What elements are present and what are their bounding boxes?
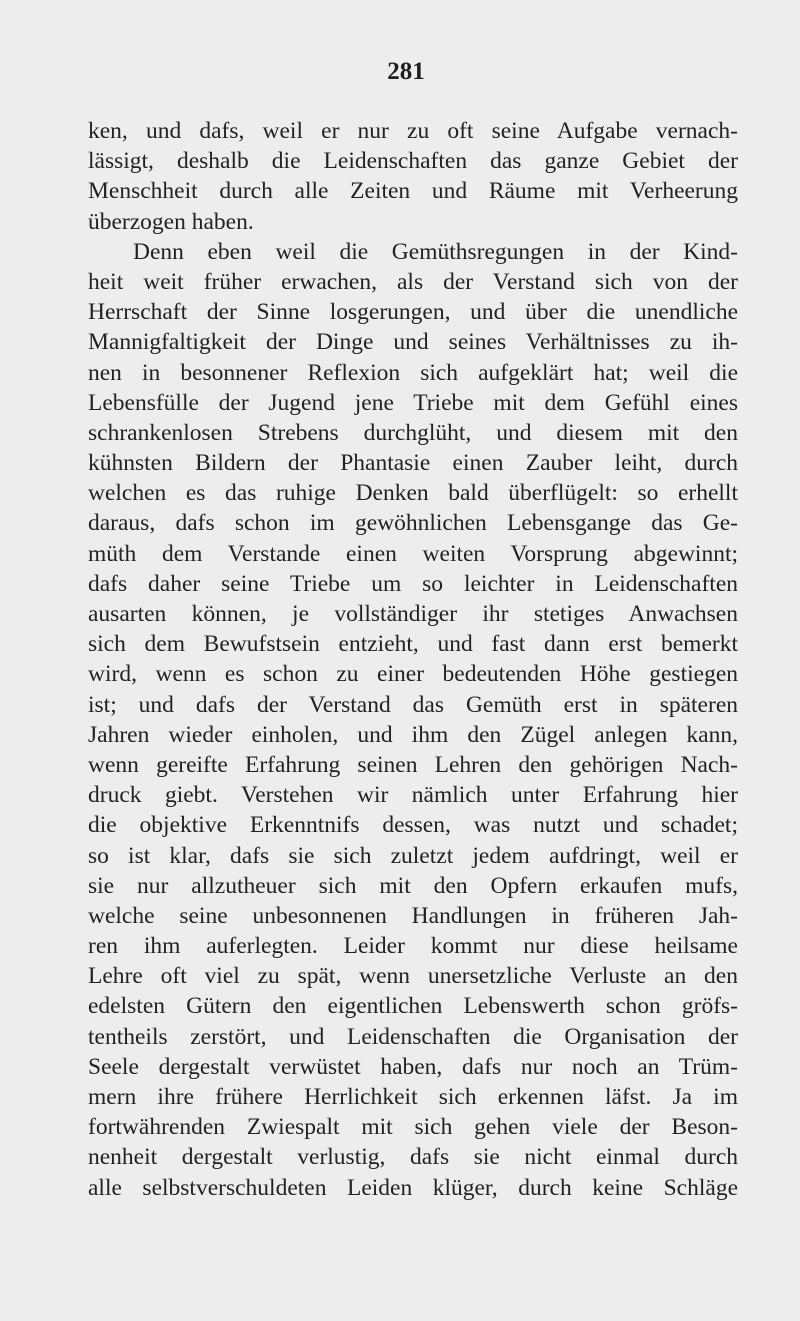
text-line: ausarten können, je vollständiger ihr stetiges Anwachsen xyxy=(88,601,738,627)
text-line: dafs daher seine Triebe um so leichter in Leidenschaften xyxy=(88,570,738,597)
text-line: edelsten Gütern den eigentlichen Lebenswerth schon gröfs- xyxy=(88,993,738,1020)
text-line: alle selbstverschuldeten Leiden klüger, durch keine Schläge xyxy=(88,1174,738,1201)
text-line: sich dem Bewufstsein entzieht, und fast dann erst bemerkt xyxy=(88,631,738,658)
text-line: so ist klar, dafs sie sich zuletzt jedem aufdringt, weil er xyxy=(88,842,738,869)
text-line: ren ihm auferlegten. Leider kommt nur diese heilsame xyxy=(88,933,738,960)
text-line: Lebensfülle der Jugend jene Triebe mit dem Gefühl eines xyxy=(88,389,738,416)
text-line: fortwährenden Zwiespalt mit sich gehen viele der Beson- xyxy=(88,1114,738,1141)
text-line: nenheit dergestalt verlustig, dafs sie nicht einmal durch xyxy=(88,1144,738,1171)
text-line: müth dem Verstande einen weiten Vorsprung abgewinnt; xyxy=(88,540,738,567)
text-line: kühnsten Bildern der Phantasie einen Zauber leiht, durch xyxy=(88,450,738,477)
text-line: heit weit früher erwachen, als der Verstand sich von der xyxy=(88,268,738,295)
text-line: Herrschaft der Sinne losgerungen, und über die unendliche xyxy=(88,299,738,326)
text-line: Menschheit durch alle Zeiten und Räume mit Verheerung xyxy=(88,178,738,205)
text-line: Lehre oft viel zu spät, wenn unersetzliche Verluste an den xyxy=(88,963,738,990)
text-line: Jahren wieder einholen, und ihm den Zügel anlegen kann, xyxy=(88,721,738,748)
text-line: tentheils zerstört, und Leidenschaften die Organisation der xyxy=(88,1023,738,1050)
text-line: daraus, dafs schon im gewöhnlichen Lebensgange das Ge- xyxy=(88,510,738,537)
text-line: die objektive Erkenntnifs dessen, was nutzt und schadet; xyxy=(88,812,738,839)
text-line: Seele dergestalt verwüstet haben, dafs nur noch an Trüm- xyxy=(88,1053,738,1080)
text-line: wird, wenn es schon zu einer bedeutenden Höhe gestiegen xyxy=(88,661,738,688)
text-line: druck giebt. Verstehen wir nämlich unter Erfahrung hier xyxy=(88,782,738,809)
text-line: Mannigfaltigkeit der Dinge und seines Verhältnisses zu ih- xyxy=(88,329,738,356)
text-line: welche seine unbesonnenen Handlungen in früheren Jah- xyxy=(88,902,738,929)
body-text xyxy=(88,116,738,1203)
text-line: welchen es das ruhige Denken bald überflügelt: so erhellt xyxy=(88,480,738,507)
text-line: sie nur allzutheuer sich mit den Opfern erkaufen mufs, xyxy=(88,872,738,899)
paragraph-first-line: Denn eben weil die Gemüthsregungen in der Kind- xyxy=(133,238,738,265)
text-line: ist; und dafs der Verstand das Gemüth erst in späteren xyxy=(88,691,738,718)
text-line: schrankenlosen Strebens durchglüht, und diesem mit den xyxy=(88,419,738,446)
text-line: überzogen haben. xyxy=(88,208,254,235)
text-line: nen in besonnener Reflexion sich aufgeklärt hat; weil die xyxy=(88,359,738,386)
text-line: lässigt, deshalb die Leidenschaften das ganze Gebiet der xyxy=(88,148,738,175)
page-number: 281 xyxy=(387,58,425,85)
text-line: mern ihre frühere Herrlichkeit sich erkennen läfst. Ja im xyxy=(88,1084,738,1110)
text-line: wenn gereifte Erfahrung seinen Lehren den gehörigen Nach- xyxy=(88,751,738,778)
text-line: ken, und dafs, weil er nur zu oft seine Aufgabe vernach- xyxy=(88,118,738,144)
